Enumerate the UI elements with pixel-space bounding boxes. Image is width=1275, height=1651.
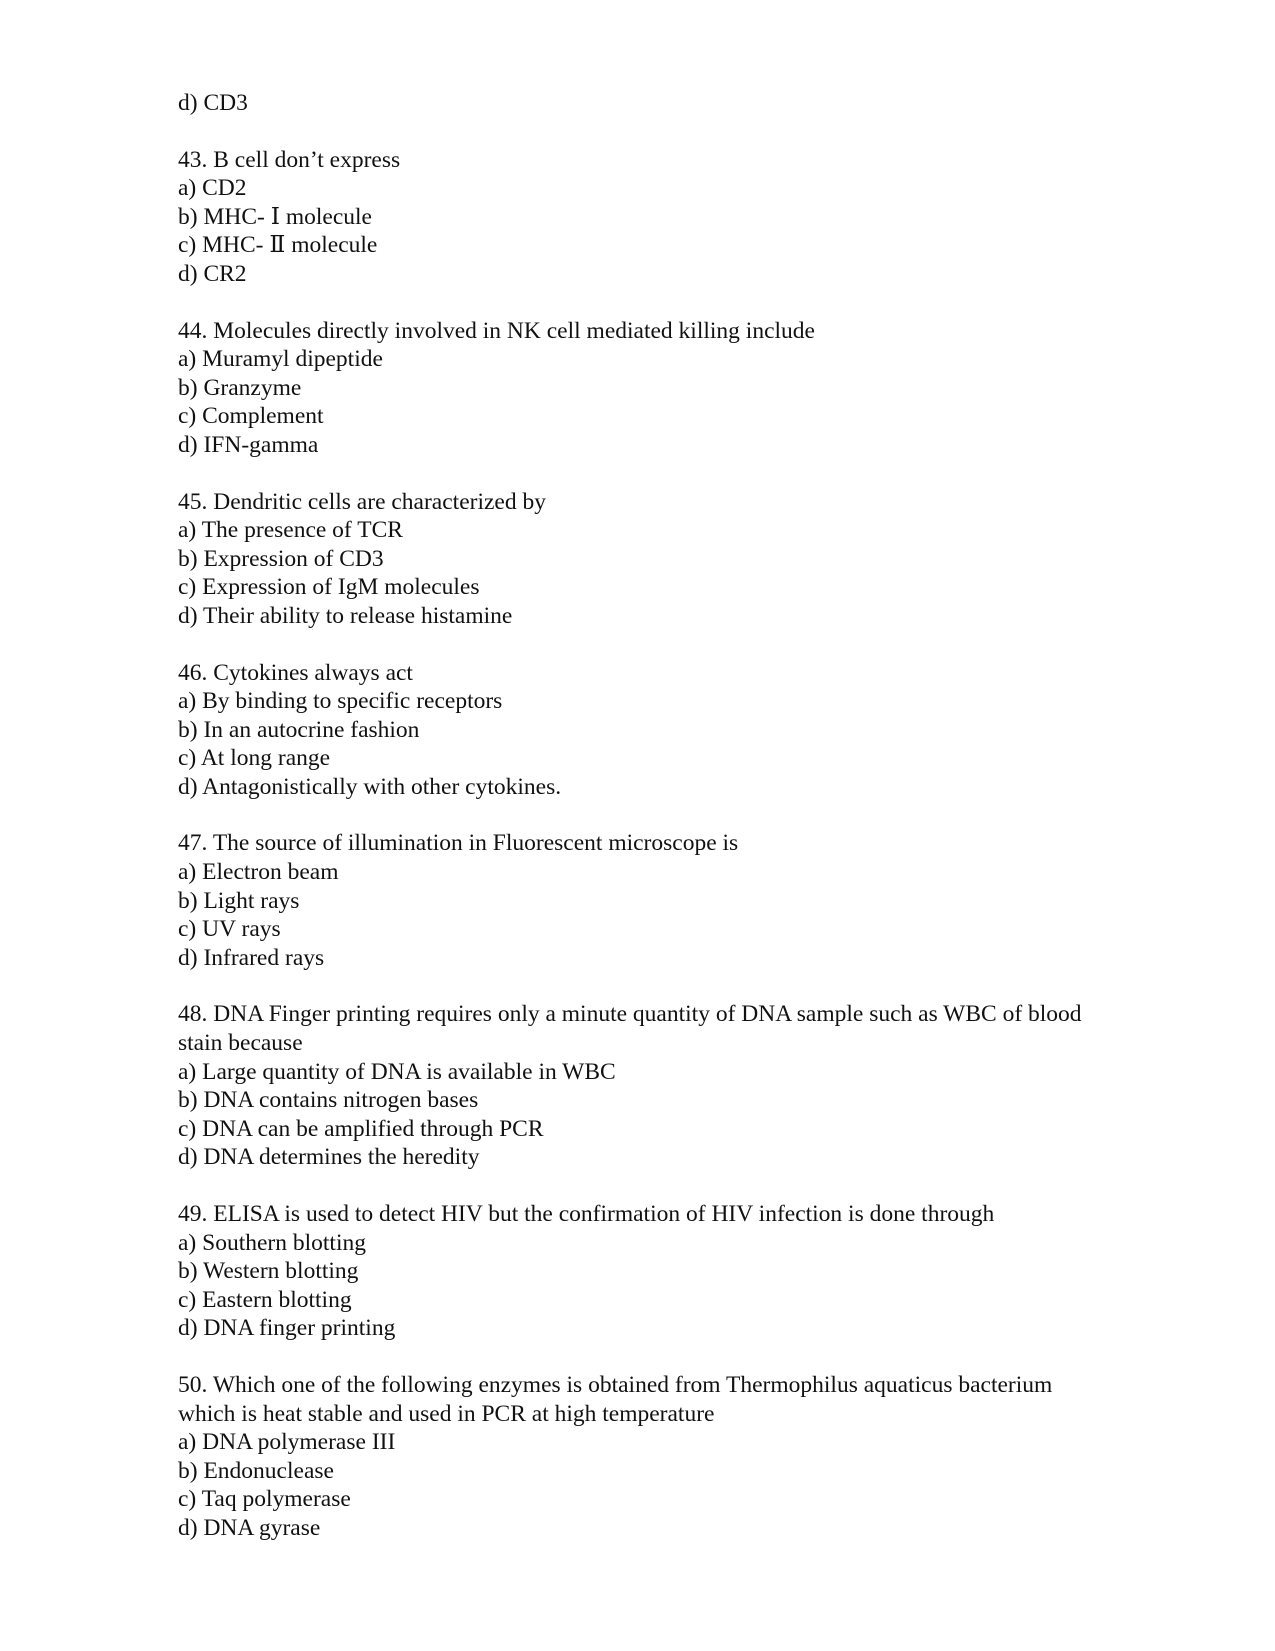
question-text: 47. The source of illumination in Fluorescent microscope is	[178, 830, 739, 857]
question-text: 49. ELISA is used to detect HIV but the confirmation of HIV infection is done through	[178, 1201, 995, 1227]
document-page	[178, 89, 1108, 1571]
question-block	[178, 146, 1108, 289]
question-block	[178, 488, 1108, 631]
option-c: c) UV rays	[178, 916, 281, 943]
option-a: a) The presence of TCR	[178, 517, 403, 544]
option-c: c) Taq polymerase	[178, 1486, 351, 1513]
option-d: d) Antagonistically with other cytokines.	[178, 773, 562, 800]
option-c: c) Complement	[178, 403, 324, 430]
option-a: a) Muramyl dipeptide	[178, 346, 383, 373]
option-d: d) Their ability to release histamine	[178, 602, 513, 629]
option-d: d) Infrared rays	[178, 944, 325, 971]
option-c: c) At long range	[178, 745, 331, 772]
question-text: 48. DNA Finger printing requires only a minute quantity of DNA sample such as WBC of blood stain because	[178, 1001, 1082, 1057]
option-a: a) CD2	[178, 175, 247, 202]
question-text: 50. Which one of the following enzymes is obtained from Thermophilus aquaticus bacterium which is heat stable and used in PCR at high temperature	[178, 1371, 1053, 1427]
question-block	[178, 829, 1108, 972]
option-a: a) By binding to specific receptors	[178, 688, 503, 715]
question-text: 45. Dendritic cells are characterized by	[178, 488, 546, 515]
option-d: d) IFN-gamma	[178, 431, 319, 458]
option-c: c) DNA can be amplified through PCR	[178, 1115, 544, 1142]
option-c: c) Eastern blotting	[178, 1286, 352, 1313]
question-block	[178, 1200, 1108, 1343]
previous-question-tail	[178, 89, 1108, 118]
option-a: a) Southern blotting	[178, 1229, 366, 1256]
option-a: a) DNA polymerase III	[178, 1429, 396, 1456]
option-d: d) DNA determines the heredity	[178, 1144, 480, 1171]
option-b: b) Expression of CD3	[178, 545, 384, 572]
question-block	[178, 317, 1108, 460]
option-b: b) Granzyme	[178, 374, 302, 401]
option-d: d) CD3	[178, 90, 248, 116]
option-a: a) Electron beam	[178, 859, 339, 886]
option-b: b) In an autocrine fashion	[178, 716, 420, 743]
option-d: d) DNA finger printing	[178, 1315, 396, 1342]
question-text: 44. Molecules directly involved in NK cell mediated killing include	[178, 317, 815, 344]
question-list	[178, 146, 1108, 1543]
option-d: d) CR2	[178, 260, 247, 287]
option-a: a) Large quantity of DNA is available in WBC	[178, 1058, 616, 1085]
question-text: 43. B cell don’t express	[178, 146, 401, 173]
question-block	[178, 1371, 1108, 1543]
option-c: c) MHC- Ⅱ molecule	[178, 232, 378, 259]
question-text: 46. Cytokines always act	[178, 659, 413, 686]
option-b: b) MHC- Ⅰ molecule	[178, 203, 372, 230]
question-block	[178, 659, 1108, 802]
option-c: c) Expression of IgM molecules	[178, 574, 480, 601]
question-block	[178, 1000, 1108, 1172]
option-b: b) Endonuclease	[178, 1457, 334, 1484]
option-b: b) Western blotting	[178, 1258, 359, 1285]
option-d: d) DNA gyrase	[178, 1514, 321, 1541]
option-b: b) Light rays	[178, 887, 300, 914]
option-b: b) DNA contains nitrogen bases	[178, 1087, 479, 1114]
